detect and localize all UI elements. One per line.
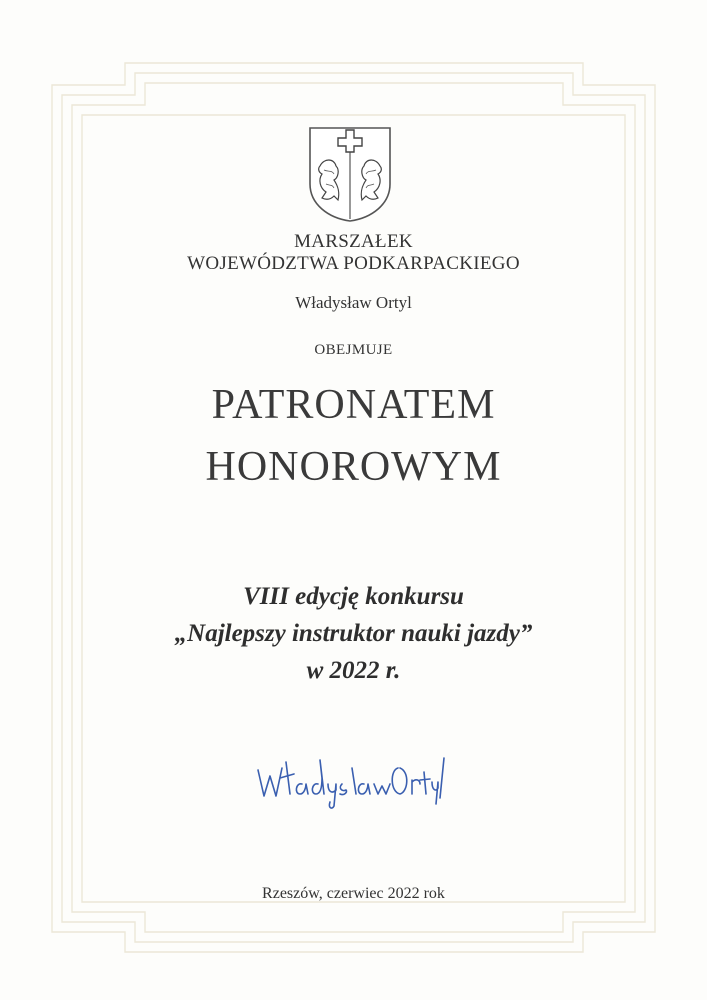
verb-text: OBEJMUJE (314, 342, 393, 358)
coat-of-arms-icon (308, 126, 392, 222)
place-and-date: Rzeszów, czerwiec 2022 rok (262, 885, 445, 902)
event-line1: VIII edycję konkursu (243, 583, 464, 610)
patronage-title-line2: HONOROWYM (205, 444, 502, 490)
handwritten-signature (250, 748, 450, 818)
patronage-title-line1: PATRONATEM (211, 382, 496, 428)
person-name: Władysław Ortyl (295, 293, 412, 312)
event-line2: „Najlepszy instruktor nauki jazdy” (174, 620, 533, 647)
event-line3: w 2022 r. (306, 657, 401, 684)
office-title-line1: MARSZAŁEK (294, 231, 413, 252)
office-title-line2: WOJEWÓDZTWA PODKARPACKIEGO (187, 253, 520, 274)
